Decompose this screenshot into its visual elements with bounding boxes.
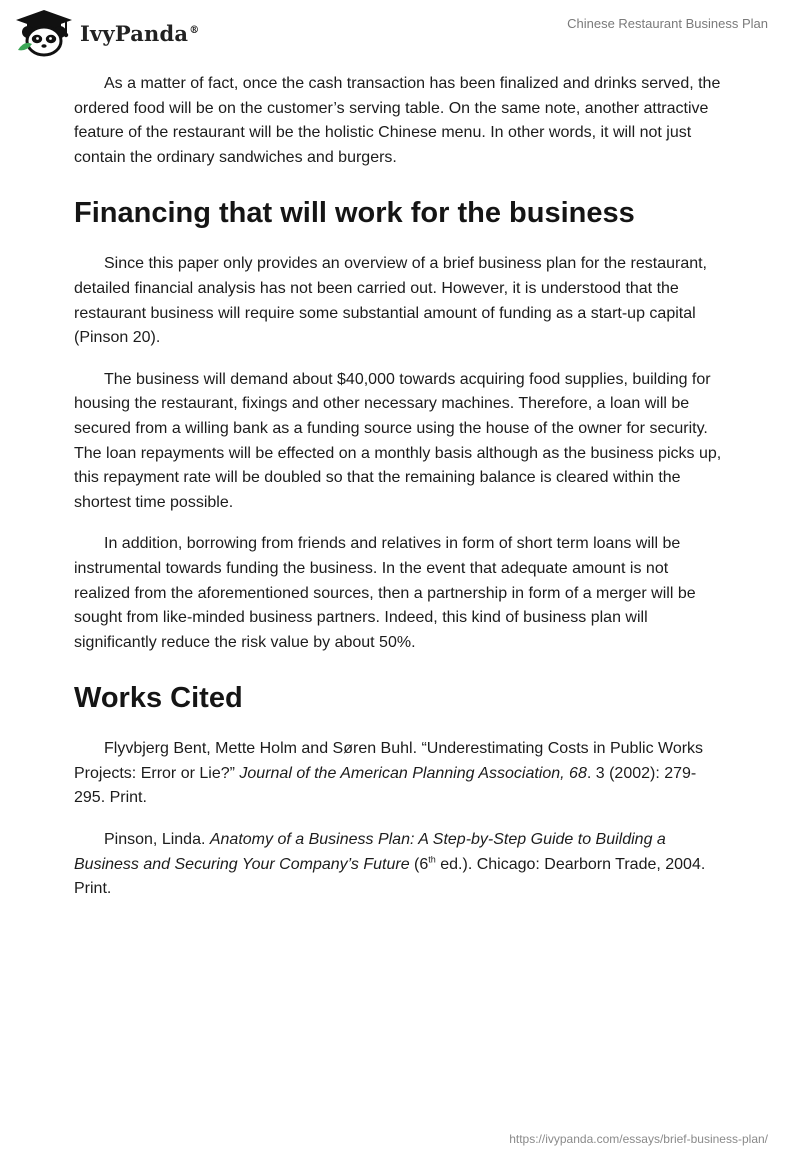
- source-url[interactable]: https://ivypanda.com/essays/brief-business-plan/: [509, 1132, 768, 1146]
- works-cited-heading: Works Cited: [74, 682, 243, 715]
- essay-content: [74, 72, 726, 919]
- financing-paragraph-3: In addition, borrowing from friends and relatives in form of short term loans will be instrumental towards funding the business. In the event that adequate amount is not realized from the aforementioned sources, then a partnership in form of a merger will be sought from like-minded business partners. Indeed, this kind of business plan will significantly reduce the risk value by about 50%.: [74, 535, 696, 651]
- intro-paragraph: As a matter of fact, once the cash transaction has been finalized and drinks served, the ordered food will be on the customer’s serving table. On the same note, another attractive feature of the restaurant will be the holistic Chinese menu. In other words, it will not just contain the ordinary sandwiches and burgers.: [74, 75, 721, 166]
- citation-flyvbjerg: Flyvbjerg Bent, Mette Holm and Søren Buhl. “Underestimating Costs in Public Works Projects: Error or Lie?” Journal of the American Planning Association, 68. 3 (2002): 279-295. Print.: [74, 740, 704, 807]
- panda-mortarboard-icon: [14, 8, 74, 58]
- brand-name: IvyPanda®: [80, 20, 200, 46]
- citation-pinson: Pinson, Linda. Anatomy of a Business Plan: A Step-by-Step Guide to Building a Business and Securing Your Company’s Future (6th ed.). Chicago: Dearborn Trade, 2004. Print.: [74, 831, 706, 898]
- financing-paragraph-1: Since this paper only provides an overview of a brief business plan for the restaurant, detailed financial analysis has not been carried out. However, it is understood that the restaurant business will require some substantial amount of funding as a start-up capital (Pinson 20).: [74, 255, 707, 347]
- page-header: [14, 8, 768, 58]
- financing-paragraph-2: The business will demand about $40,000 towards acquiring food supplies, building for housing the restaurant, fixings and other necessary machines. Therefore, a loan will be secured from a willing bank as a funding source using the house of the owner for security. The loan repayments will be effected on a monthly basis although as the business picks up, this repayment rate will be doubled so that the remaining balance is cleared within the shortest time possible.: [74, 370, 722, 511]
- financing-heading: Financing that will work for the business: [74, 197, 635, 230]
- document-title: Chinese Restaurant Business Plan: [567, 16, 768, 31]
- ivypanda-logo[interactable]: [14, 8, 199, 58]
